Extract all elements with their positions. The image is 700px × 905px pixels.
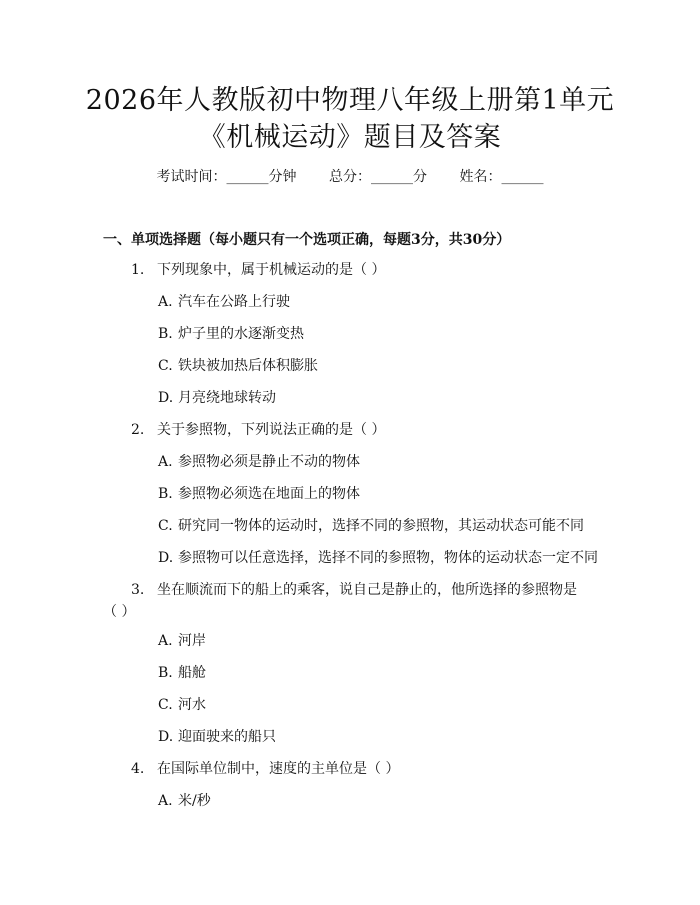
- question-1-option-a: [158, 295, 290, 309]
- option-text: 铁块被加热后体积膨胀: [178, 358, 318, 374]
- question-1-option-b: [158, 327, 304, 341]
- question-1: [131, 263, 385, 277]
- exam-time-field: [157, 170, 297, 184]
- option-letter: A.: [158, 633, 173, 649]
- exam-time-blank: ______: [226, 169, 269, 185]
- option-text: 参照物必须是静止不动的物体: [178, 454, 360, 470]
- question-2-option-d: [158, 551, 598, 565]
- option-text: 研究同一物体的运动时，选择不同的参照物，其运动状态可能不同: [178, 518, 584, 534]
- student-name-field: [459, 170, 543, 184]
- option-letter: D.: [158, 550, 174, 566]
- question-3: [131, 583, 577, 597]
- question-2: [131, 423, 385, 437]
- option-text: 河水: [178, 697, 206, 713]
- document-title-line-2: 《机械运动》题目及答案: [198, 122, 502, 153]
- question-number: 2.: [131, 422, 145, 438]
- option-letter: B.: [158, 665, 173, 681]
- question-3-option-b: [158, 666, 206, 680]
- student-name-label: 姓名：: [459, 169, 502, 185]
- option-text: 参照物必须选在地面上的物体: [178, 486, 360, 502]
- option-text: 汽车在公路上行驶: [178, 294, 290, 310]
- option-letter: A.: [158, 454, 173, 470]
- option-letter: B.: [158, 326, 173, 342]
- question-1-option-d: [158, 391, 276, 405]
- option-letter: C.: [158, 697, 173, 713]
- student-name-blank: ______: [501, 169, 544, 185]
- question-3-option-a: [158, 634, 206, 648]
- option-letter: A.: [158, 294, 173, 310]
- question-1-option-c: [158, 359, 318, 373]
- question-number: 4.: [131, 761, 145, 777]
- exam-time-unit: 分钟: [268, 169, 297, 185]
- option-letter: C.: [158, 358, 173, 374]
- option-text: 迎面驶来的船只: [178, 729, 276, 745]
- document-title-line-1: 2026年人教版初中物理八年级上册第1单元: [85, 85, 615, 116]
- total-score-label: 总分：: [329, 169, 371, 185]
- total-score-field: [329, 170, 427, 184]
- option-letter: B.: [158, 486, 173, 502]
- option-letter: D.: [158, 390, 174, 406]
- total-score-unit: 分: [413, 169, 427, 185]
- question-text: 下列现象中，属于机械运动的是（ ）: [157, 262, 386, 278]
- question-number: 3.: [131, 582, 145, 598]
- option-text: 炉子里的水逐渐变热: [178, 326, 304, 342]
- option-text: 米/秒: [178, 793, 211, 809]
- option-letter: A.: [158, 793, 173, 809]
- question-text: 关于参照物，下列说法正确的是（ ）: [157, 422, 386, 438]
- question-3-option-d: [158, 730, 276, 744]
- question-2-option-c: [158, 519, 584, 533]
- question-2-option-b: [158, 487, 360, 501]
- option-text: 参照物可以任意选择，选择不同的参照物，物体的运动状态一定不同: [178, 550, 598, 566]
- question-number: 1.: [131, 262, 145, 278]
- exam-info: [0, 170, 700, 184]
- question-4: [131, 762, 399, 776]
- section-heading: 一、单项选择题（每小题只有一个选项正确，每题3分，共30分）: [103, 232, 511, 248]
- question-text: 在国际单位制中，速度的主单位是（ ）: [157, 761, 400, 777]
- question-3-text-continued: （ ）: [103, 604, 136, 620]
- option-text: 船舱: [178, 665, 206, 681]
- total-score-blank: ______: [371, 169, 413, 185]
- question-4-option-a: [158, 794, 211, 808]
- question-2-option-a: [158, 455, 360, 469]
- option-text: 河岸: [178, 633, 206, 649]
- exam-time-label: 考试时间：: [156, 169, 227, 185]
- option-letter: C.: [158, 518, 173, 534]
- question-3-option-c: [158, 698, 206, 712]
- question-text: 坐在顺流而下的船上的乘客，说自己是静止的，他所选择的参照物是: [157, 582, 577, 598]
- option-letter: D.: [158, 729, 174, 745]
- option-text: 月亮绕地球转动: [178, 390, 276, 406]
